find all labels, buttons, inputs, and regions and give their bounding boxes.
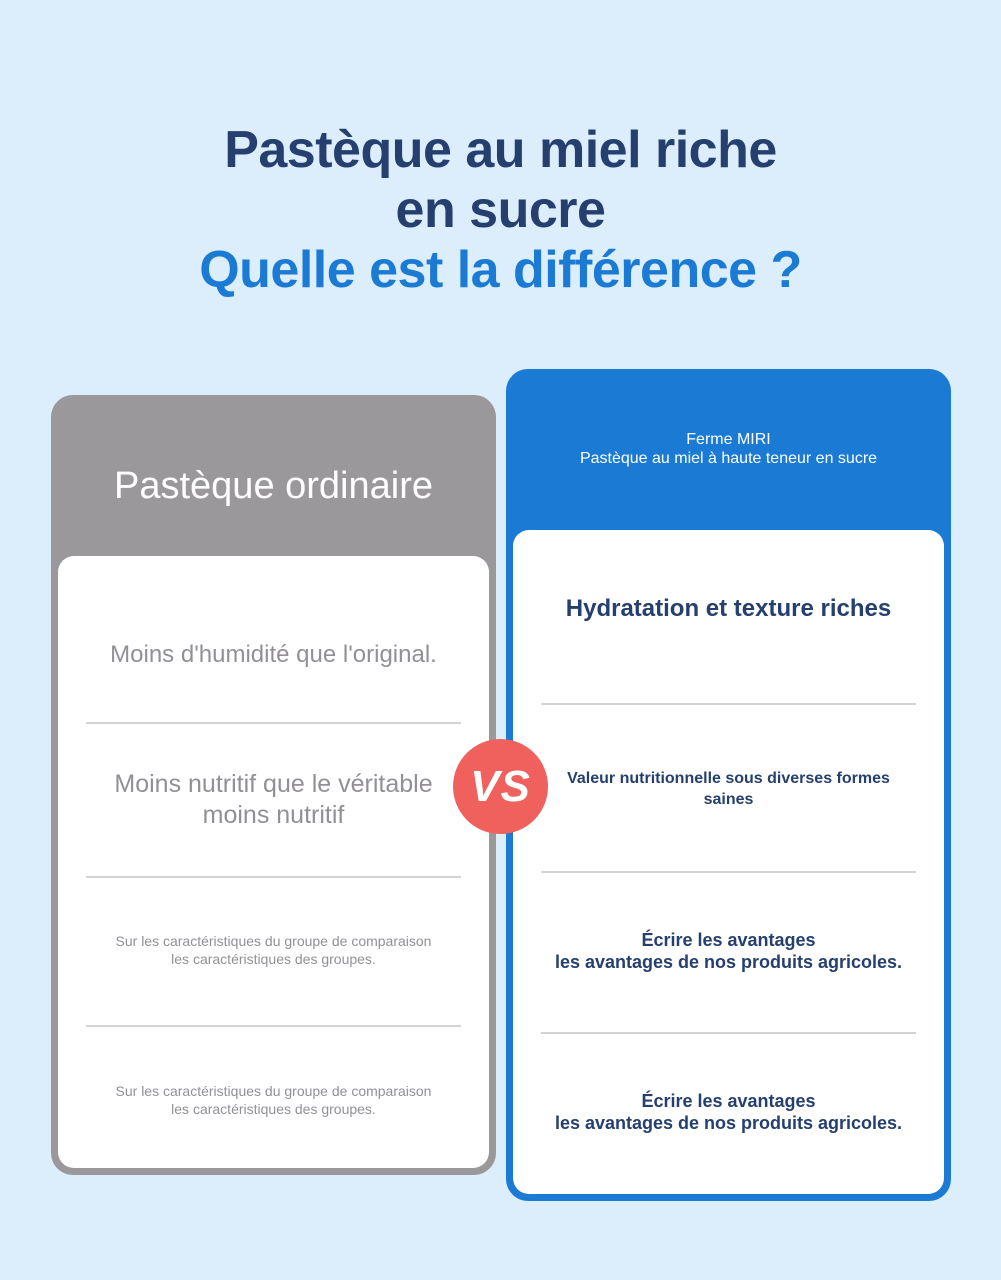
title-line-2: en sucre [395,181,606,239]
miri-row-3-line-2: les avantages de nos produits agricoles. [554,952,903,972]
divider [86,722,461,724]
page-title [0,120,1001,300]
ordinary-row-1-text: Moins d'humidité que l'original. [110,641,437,668]
miri-row-3-line-1: Écrire les avantages [641,930,816,950]
divider [541,871,916,873]
ordinary-row-2 [58,750,489,850]
vs-badge: VS [453,739,548,834]
ordinary-row-3 [58,900,489,1000]
miri-card-header [513,376,944,544]
ordinary-row-3-line-2: les caractéristiques des groupes. [171,951,376,967]
ordinary-card-body [58,570,489,1168]
ordinary-row-4-line-2: les caractéristiques des groupes. [171,1101,376,1117]
ordinary-row-2-line-1: Moins nutritif que le véritable [114,770,433,798]
divider [86,1025,461,1027]
miri-row-4-line-2: les avantages de nos produits agricoles. [554,1113,903,1133]
divider [541,703,916,705]
miri-row-3 [513,901,944,1001]
miri-row-4-line-1: Écrire les avantages [641,1091,816,1111]
ordinary-row-4-line-1: Sur les caractéristiques du groupe de comparaison [115,1083,432,1099]
miri-header-line-1: Ferme MIRI [686,431,771,448]
miri-row-1-text: Hydratation et texture riches [565,595,892,622]
miri-row-1 [513,564,944,654]
ordinary-card-header: Pastèque ordinaire [114,464,433,507]
miri-watermelon-card [506,369,951,1201]
miri-row-2 [513,739,944,839]
title-line-3: Quelle est la différence ? [199,241,802,299]
miri-card-body [513,544,944,1194]
divider [86,876,461,878]
ordinary-row-4 [58,1050,489,1150]
miri-row-2-line-2: saines [703,791,754,808]
miri-row-4 [513,1062,944,1162]
title-line-1: Pastèque au miel riche [224,121,777,179]
ordinary-watermelon-card [51,395,496,1175]
ordinary-row-3-line-1: Sur les caractéristiques du groupe de comparaison [115,933,432,949]
ordinary-row-1 [58,610,489,700]
miri-header-line-2: Pastèque au miel à haute teneur en sucre [579,450,878,467]
ordinary-row-2-line-2: moins nutritif [202,801,345,829]
miri-row-2-line-1: Valeur nutritionnelle sous diverses formes [567,770,890,787]
divider [541,1032,916,1034]
